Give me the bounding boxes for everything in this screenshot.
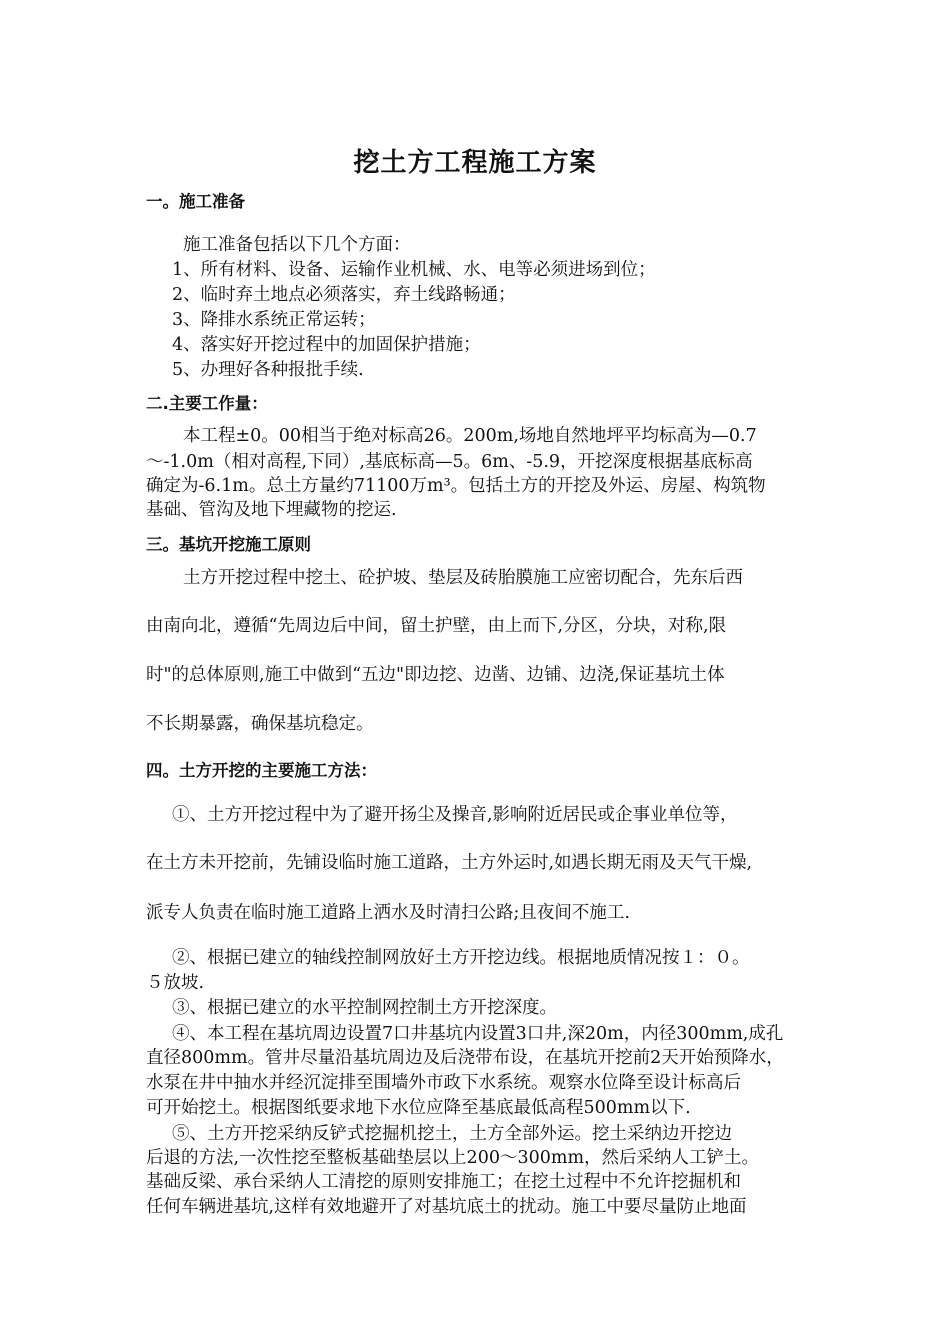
section-1-item: 3、降排水系统正常运转； xyxy=(172,310,376,330)
method-3-line: ③、根据已建立的水平控制网控制土方开挖深度。 xyxy=(172,998,557,1018)
section-3-line: 时"的总体原则,施工中做到“五边"即边挖、边凿、边铺、边浇,保证基坑土体 xyxy=(146,665,725,685)
section-2-heading: 二.主要工作量： xyxy=(146,394,268,413)
section-4-heading: 四。土方开挖的主要施工方法： xyxy=(146,761,377,780)
section-1-item: 4、落实好开挖过程中的加固保护措施； xyxy=(172,335,481,355)
section-2-line: 基础、管沟及地下埋藏物的挖运. xyxy=(146,500,397,520)
method-1-line: 派专人负责在临时施工道路上洒水及时清扫公路;且夜间不施工. xyxy=(146,903,630,923)
section-2-line: 确定为-6.1m。总土方量约71100万m³。包括土方的开挖及外运、房屋、构筑物 xyxy=(146,476,766,496)
method-4-line: 可开始挖土。根据图纸要求地下水位应降至基底最低高程500mm以下. xyxy=(146,1098,691,1118)
section-1-item: 1、所有材料、设备、运输作业机械、水、电等必须进场到位； xyxy=(172,260,656,280)
method-4-line: ④、本工程在基坑周边设置7口井基坑内设置3口井,深20m，内径300mm,成孔 xyxy=(172,1024,784,1044)
method-5-line: 后退的方法,一次性挖至整板基础垫层以上200～300mm，然后采纳人工铲土。 xyxy=(146,1148,760,1168)
method-5-line: 任何车辆进基坑,这样有效地避开了对基坑底土的扰动。施工中要尽量防止地面 xyxy=(146,1197,747,1217)
section-3-line: 土方开挖过程中挖土、砼护坡、垫层及砖胎膜施工应密切配合，先东后西 xyxy=(183,568,743,588)
method-2-line: ②、根据已建立的轴线控制网放好土方开挖边线。根据地质情况按１：０。 xyxy=(172,948,750,968)
section-1-intro: 施工准备包括以下几个方面： xyxy=(183,235,411,255)
section-1-item: 2、临时弃土地点必须落实，弃土线路畅通； xyxy=(172,285,516,305)
section-3-line: 由南向北，遵循“先周边后中间，留土护壁，由上而下,分区，分块，对称,限 xyxy=(146,616,727,636)
section-3-heading: 三。基坑开挖施工原则 xyxy=(146,535,311,554)
method-1-line: 在土方未开挖前，先铺设临时施工道路，土方外运时,如遇长期无雨及天气干燥, xyxy=(146,853,753,873)
method-2-line: ５放坡. xyxy=(146,973,205,993)
method-4-line: 直径800mm。管井尽量沿基坑周边及后浇带布设，在基坑开挖前2天开始预降水， xyxy=(146,1048,784,1068)
method-4-line: 水泵在井中抽水并经沉淀排至围墙外市政下水系统。观察水位降至设计标高后 xyxy=(146,1073,741,1093)
method-5-line: 基础反梁、承台采纳人工清挖的原则安排施工；在挖土过程中不允许挖掘机和 xyxy=(146,1172,741,1192)
method-1-line: ①、土方开挖过程中为了避开扬尘及操音,影响附近居民或企事业单位等， xyxy=(172,805,738,825)
section-2-line: ～-1.0m（相对高程,下同）,基底标高—5。6m、-5.9，开挖深度根据基底标高 xyxy=(146,452,753,472)
section-3-line: 不长期暴露，确保基坑稳定。 xyxy=(146,714,374,734)
section-1-item: 5、办理好各种报批手续. xyxy=(172,360,364,380)
section-2-line: 本工程±0。00相当于绝对标高26。200m,场地自然地坪平均标高为—0.7 xyxy=(183,426,757,446)
method-5-line: ⑤、土方开挖采纳反铲式挖掘机挖土，土方全部外运。挖土采纳边开挖边 xyxy=(172,1124,732,1144)
document-title: 挖土方工程施工方案 xyxy=(353,148,597,178)
section-1-heading: 一。施工准备 xyxy=(146,192,245,211)
